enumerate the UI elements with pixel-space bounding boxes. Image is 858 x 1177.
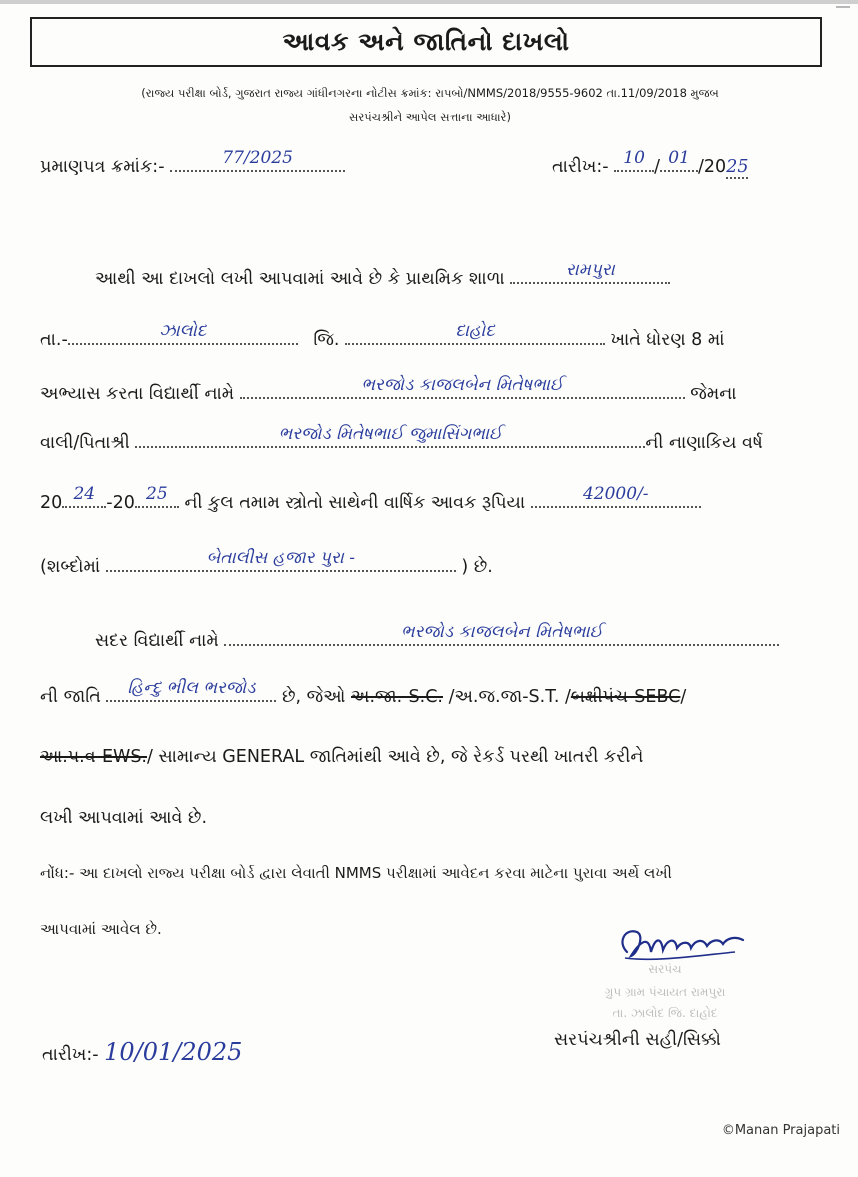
body-line-10-text: લખી આપવામાં આવે છે.: [40, 808, 208, 828]
footer-date-label: તારીખ:-: [42, 1045, 99, 1065]
year-from-prefix: 20: [40, 493, 63, 513]
certificate-date-year-prefix: /20: [698, 157, 727, 177]
body-line-7: [95, 624, 779, 651]
district-field: [345, 323, 605, 345]
body-line-1-text: આથી આ દાખલો લખી આપવામાં આવે છે કે પ્રાથમિક શાળા: [95, 269, 505, 289]
certificate-date-month-field: [660, 150, 698, 172]
category-sebc: બક્ષીપંચ-SEBC: [570, 687, 681, 707]
student2-field: [224, 624, 779, 646]
student-value: ભરજોડ કાજલબેન મિતેષભાઈ: [361, 375, 564, 395]
stamp-line-3: તા. ઝાલોદ જિ. દાહોદ: [612, 1006, 718, 1020]
body-line-3-end: જેમના: [690, 384, 737, 404]
signature-stamp-area: [555, 920, 765, 1030]
body-line-9: [40, 747, 643, 767]
title-box: [30, 17, 822, 67]
corner-mark: [836, 6, 850, 22]
reference-line-2: સરપંચશ્રીને આપેલ સત્તાના આધારે): [349, 110, 511, 124]
taluka-label: તા.-: [40, 330, 68, 350]
district-label: જિ.: [313, 330, 340, 350]
certificate-date-row: તારીખ:- 10 / 01 /2025: [552, 148, 749, 177]
certificate-date-label: તારીખ:-: [552, 157, 609, 177]
reference-line-1: (રાજ્ય પરીક્ષા બોર્ડ, ગુજરાત રાજ્ય ગાંધીનગરના નોટીસ ક્રમાંક: રાપબો/NMMS/2018/9555-9602 તા.11/09/2018 મુજબ: [141, 86, 719, 100]
body-line-4: [40, 426, 763, 453]
body-line-3: [40, 377, 737, 404]
taluka-field: [68, 323, 298, 345]
parent-value: ભરજોડ મિતેષભાઈ જુમાસિંગભાઈ: [278, 424, 503, 444]
body-line-8: [40, 680, 686, 707]
words-value: બેતાલીસ હજાર પુરા -: [206, 548, 355, 568]
category-general: / સામાન્ય GENERAL: [147, 747, 305, 767]
category-ews: આ.પ.વ-EWS.: [40, 747, 147, 767]
watermark-credit: ©Manan Prajapati: [721, 1123, 840, 1138]
amount-value: 42000/-: [582, 484, 649, 504]
certificate-number-label: પ્રમાણપત્ર ક્રમાંક:-: [40, 157, 165, 177]
certificate-date-month: 01: [668, 148, 690, 168]
taluka-value: ઝાલોદ: [159, 321, 207, 341]
certificate-number-value: 77/2025: [222, 148, 293, 168]
note-line-1: નોંધ:- આ દાખલો રાજ્ય પરીક્ષા બોર્ડ દ્વારા લેવાતી NMMS પરીક્ષામાં આવેદન કરવા માટેના પુરાવા અર્થે લખી: [40, 864, 672, 882]
student-label: અભ્યાસ કરતા વિદ્યાર્થી નામે: [40, 384, 235, 404]
certificate-date-day: 10: [623, 148, 645, 168]
stamp-line-1: સરપંચ: [648, 962, 682, 976]
parent-field: [135, 426, 645, 448]
body-line-9-end: જાતિમાંથી આવે છે, જે રેકર્ડ પરથી ખાતરી કરીને: [309, 747, 644, 767]
certificate-number-row: [40, 150, 345, 177]
body-line-6: [40, 550, 493, 577]
footer-date-row: [42, 1038, 242, 1066]
certificate-date-year-hw: 25: [726, 157, 749, 177]
top-edge-line: [0, 0, 858, 4]
body-line-1: [95, 262, 670, 289]
category-slash: /: [680, 687, 687, 707]
words-field: [106, 550, 456, 572]
caste-field: [106, 680, 276, 702]
body-line-2-end: ખાતે ધોરણ 8 માં: [610, 330, 725, 350]
body-line-2: [40, 323, 725, 350]
caste-label: ની જાતિ: [40, 687, 101, 707]
student2-label: સદર વિદ્યાર્થી નામે: [95, 631, 219, 651]
body-line-5: [40, 486, 701, 513]
stamp-line-2: ગ્રુપ ગ્રામ પંચાયત રામપુરા: [604, 985, 726, 999]
category-st: /અ.જ.જા-S.T. /: [448, 687, 571, 707]
school-value: રામપુરા: [565, 260, 615, 280]
year-to-value: 25: [146, 484, 168, 504]
district-value: દાહોદ: [455, 321, 495, 341]
student2-value: ભરજોડ કાજલબેન મિતેષભાઈ: [400, 622, 603, 642]
words-end: ) છે.: [461, 557, 493, 577]
certificate-date-day-field: [614, 150, 654, 172]
parent-label: વાલી/પિતાશ્રી: [40, 433, 130, 453]
body-line-4-end: ની નાણાકિય વર્ષ: [645, 433, 763, 453]
year-from-field: [62, 486, 106, 508]
income-text: ની કુલ તમામ સ્ત્રોતો સાથેની વાર્ષિક આવક રૂપિયા: [184, 493, 526, 513]
year-from-value: 24: [73, 484, 96, 504]
year-to-field: [135, 486, 179, 508]
certificate-number-field: [170, 150, 345, 172]
words-label: (શબ્દોમાં: [40, 557, 101, 577]
signature-label: સરપંચશ્રીની સહી/સિક્કો: [554, 1030, 721, 1050]
school-field: [510, 262, 670, 284]
caste-mid: છે, જેઓ: [281, 687, 346, 707]
body-line-10: [40, 808, 207, 828]
student-field: [240, 377, 685, 399]
year-to-prefix: -20: [106, 493, 135, 513]
document-title: આવક અને જાતિનો દાખલો: [282, 27, 570, 56]
caste-value: હિન્દુ ભીલ ભરજોડ: [127, 678, 256, 698]
category-sc: અ.જા.-S.C.: [351, 687, 443, 707]
note-line-2: આપવામાં આવેલ છે.: [40, 920, 162, 938]
amount-field: [531, 486, 701, 508]
footer-date-value: 10/01/2025: [104, 1038, 243, 1066]
